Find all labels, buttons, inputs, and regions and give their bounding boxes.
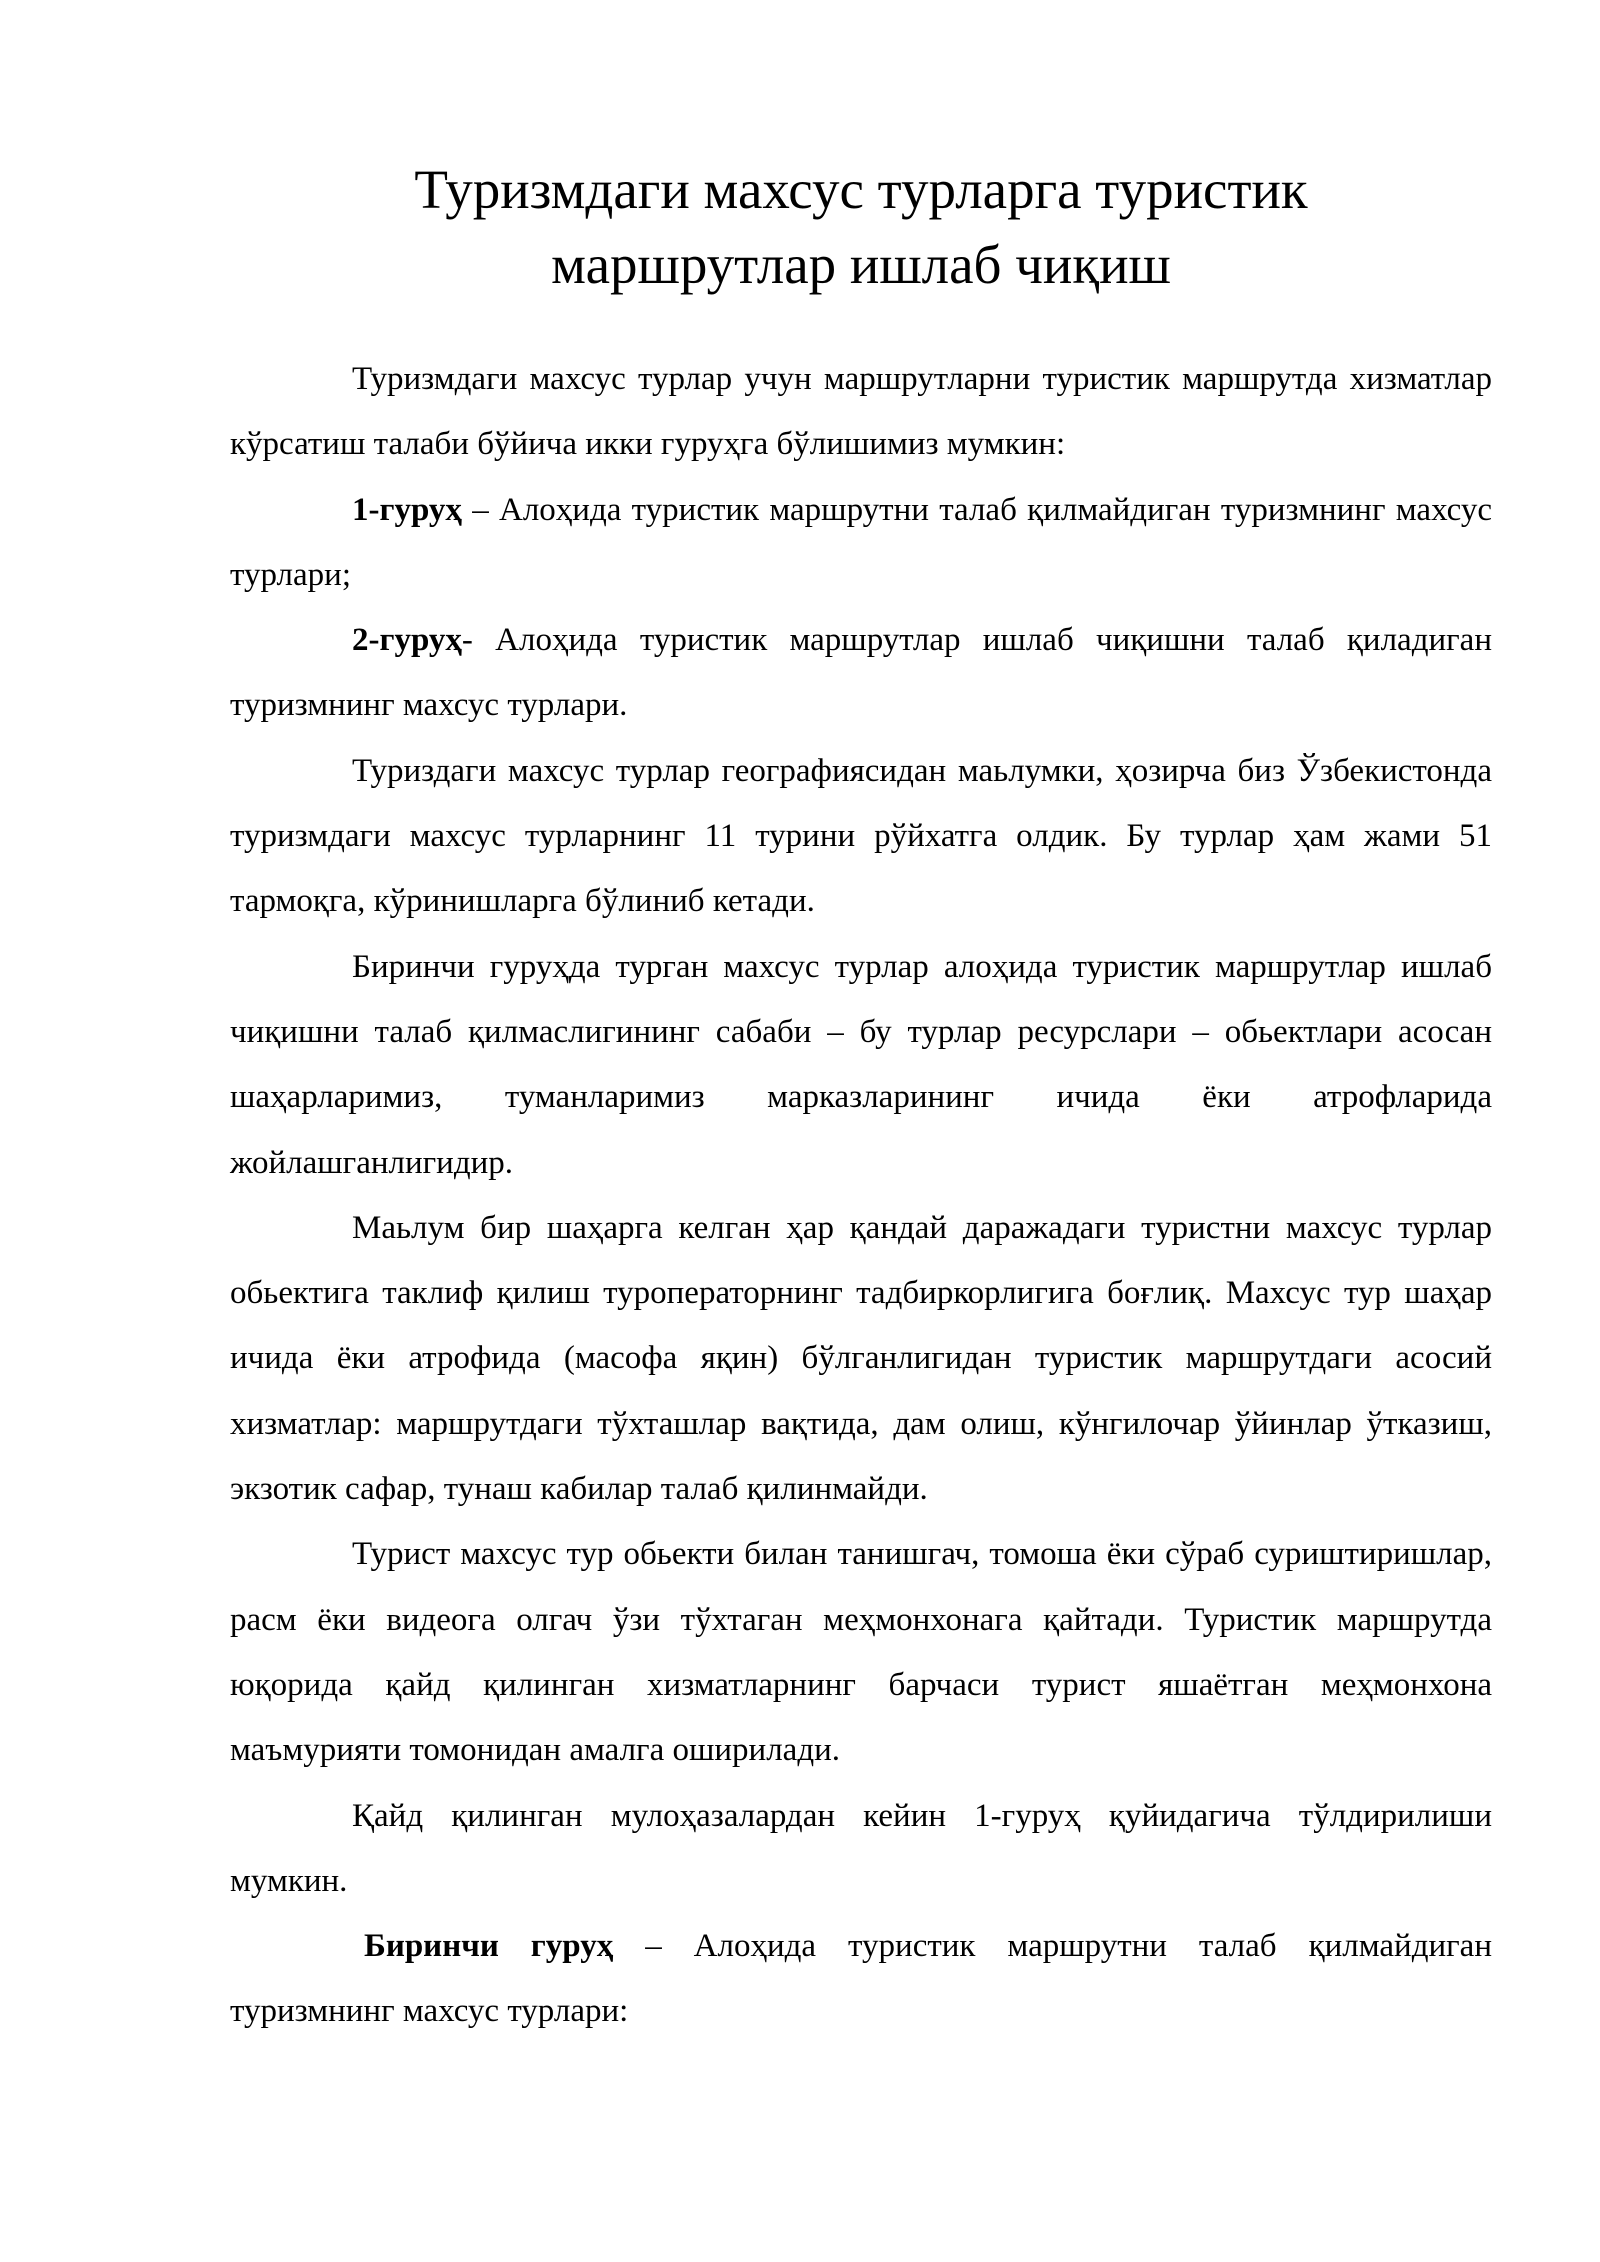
document-body: [230, 347, 1492, 2045]
paragraph-geography: Туриздаги махсус турлар географиясидан маьлумки, ҳозирча биз Ўзбекистонда туризмдаги махсус турларнинг 11 турини рўйхатга олдик. Бу турлар ҳам жами 51 тармоқга, кўринишларга бўлиниб кетади.: [230, 752, 1492, 920]
paragraph-group-1: [230, 478, 1492, 609]
group-2-text: - Алоҳида туристик маршрутлар ишлаб чиқишни талаб қиладиган туризмнинг махсус турлари.: [230, 622, 1492, 724]
paragraph-city-tourist: Маьлум бир шаҳарга келган ҳар қандай даражадаги туристни махсус турлар обьектига таклиф қилиш туроператорнинг тадбиркорлигига боғлиқ. Махсус тур шаҳар ичида ёки атрофида (масофа яқин) бўлганлигидан туристик маршрутдаги асосий хизматлар: маршрутдаги тўхташлар вақтида, дам олиш, кўнгилочар ўйинлар ўтказиш, экзотик сафар, тунаш кабилар талаб қилинмайди.: [230, 1209, 1492, 1508]
group-1-label: 1-гуруҳ: [352, 491, 462, 528]
title-line-1: Туризмдаги махсус турларга туристик: [414, 159, 1308, 220]
paragraph-first-group-reason: Биринчи гуруҳда турган махсус турлар алоҳида туристик маршрутлар ишлаб чиқишни талаб қилмаслигининг сабаби – бу турлар ресурслари – обьектлари асосан шаҳарларимиз, туманларимиз марказларининг ичида ёки атрофларида жойлашганлигидир.: [230, 948, 1492, 1181]
paragraph-intro: Туризмдаги махсус турлар учун маршрутларни туристик маршрутда хизматлар кўрсатиш талаби бўйича икки гуруҳга бўлишимиз мумкин:: [230, 361, 1492, 463]
document-title: [230, 152, 1492, 302]
paragraph-tourist-return: Турист махсус тур обьекти билан танишгач, томоша ёки сўраб суриштиришлар, расм ёки видеога олгач ўзи тўхтаган меҳмонхонага қайтади. Туристик маршрутда юқорида қайд қилинган хизматларнинг барчаси турист яшаётган меҳмонхона маъмурияти томонидан амалга оширилади.: [230, 1536, 1492, 1769]
paragraph-first-group-list: [230, 1914, 1492, 2045]
first-group-label: Биринчи гуруҳ: [364, 1928, 614, 1965]
title-line-2: маршрутлар ишлаб чиқиш: [551, 234, 1171, 295]
paragraph-group-2: [230, 608, 1492, 739]
group-2-label: 2-гуруҳ: [352, 622, 462, 659]
first-group-text: – Алоҳида туристик маршрутни талаб қилмайдиган туризмнинг махсус турлари:: [230, 1928, 1492, 2030]
group-1-text: – Алоҳида туристик маршрутни талаб қилмайдиган туризмнинг махсус турлари;: [230, 491, 1492, 593]
paragraph-remarks: Қайд қилинган мулоҳазалардан кейин 1-гуруҳ қуйидагича тўлдирилиши мумкин.: [230, 1797, 1492, 1899]
